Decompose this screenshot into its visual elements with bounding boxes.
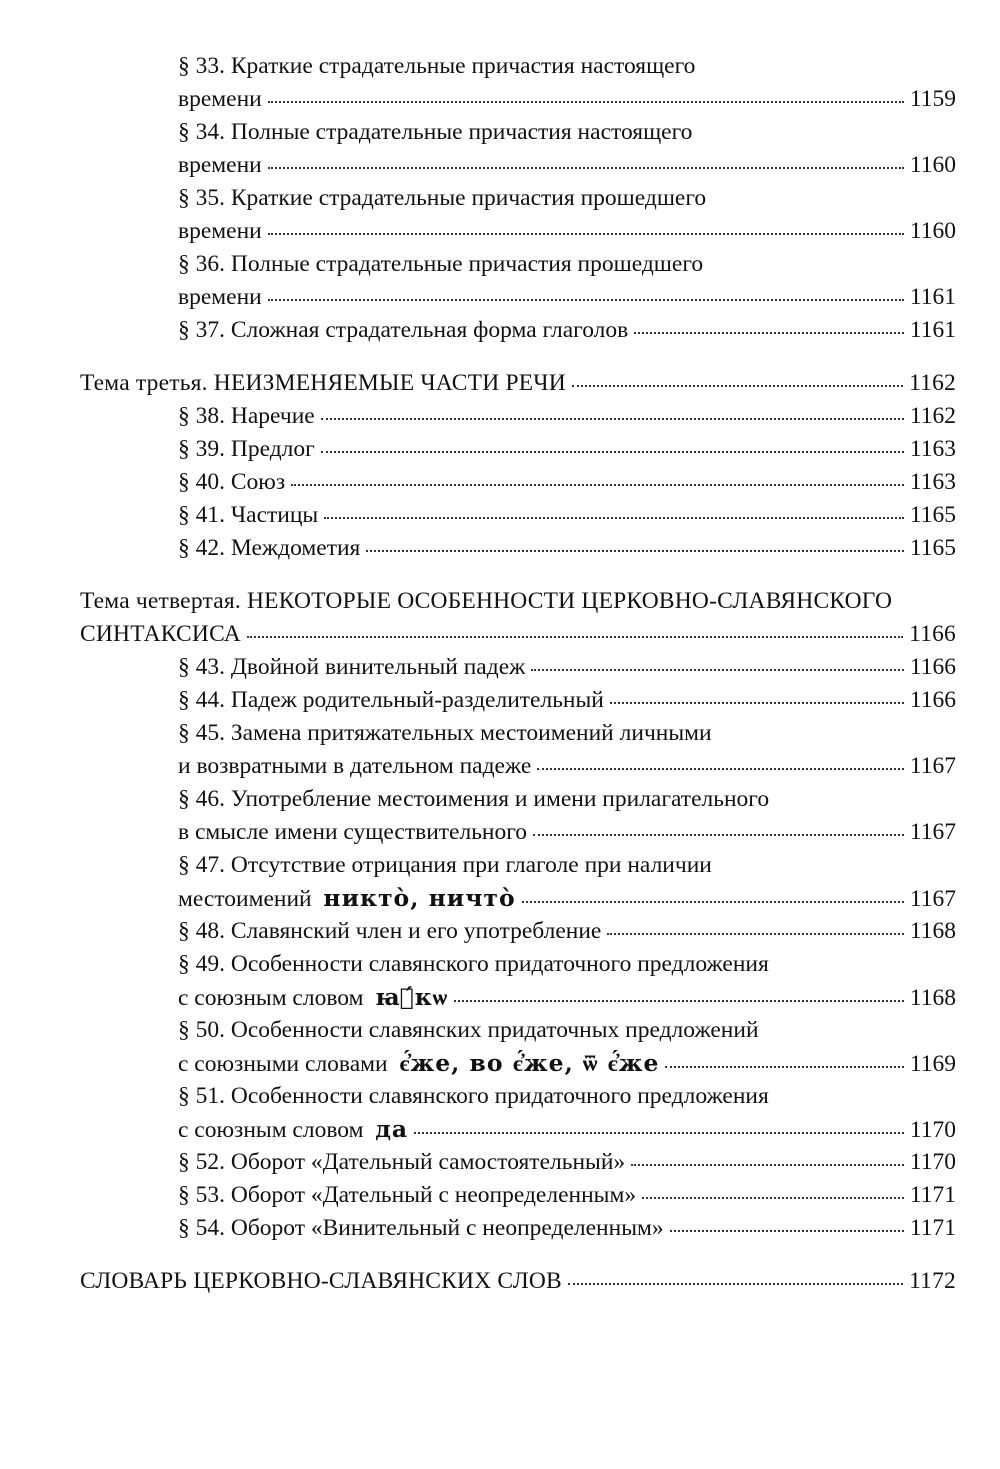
page-number: 1162 bbox=[909, 370, 956, 396]
dot-leader bbox=[572, 383, 903, 387]
dot-leader bbox=[665, 1064, 903, 1068]
toc-entry-52[interactable] bbox=[80, 1146, 956, 1179]
toc-entry-text: с союзным словом bbox=[178, 985, 364, 1011]
page-number: 1160 bbox=[909, 218, 956, 244]
toc-entry-title: § 44. Падеж родительный-разделительный bbox=[178, 687, 604, 713]
toc-entry-title: § 37. Сложная страдательная форма глаголов bbox=[178, 317, 629, 343]
dot-leader bbox=[531, 667, 904, 671]
toc-entry-47-line2[interactable] bbox=[80, 882, 956, 915]
toc-entry-title-cont bbox=[178, 882, 516, 916]
toc-entry-title-cont: и возвратными в дательном падеже bbox=[178, 753, 532, 779]
toc-entry-41[interactable] bbox=[80, 499, 956, 532]
toc-entry-title: § 34. Полные страдательные причастия настоящего bbox=[178, 119, 693, 145]
page-number: 1167 bbox=[909, 886, 956, 912]
toc-theme-4-line2[interactable] bbox=[80, 618, 956, 651]
church-slavonic-word: ꙗ҆́кѡ bbox=[375, 983, 449, 1011]
section-gap bbox=[80, 565, 956, 585]
toc-entry-title-cont: времени bbox=[178, 284, 262, 310]
toc-entry-54[interactable] bbox=[80, 1212, 956, 1245]
toc-entry-40[interactable] bbox=[80, 466, 956, 499]
toc-entry-title-cont: времени bbox=[178, 218, 262, 244]
toc-entry-33-line1 bbox=[80, 50, 956, 83]
page-number: 1162 bbox=[909, 403, 956, 429]
page-number: 1172 bbox=[909, 1268, 956, 1294]
dot-leader bbox=[607, 931, 904, 935]
toc-entry-title: § 47. Отсутствие отрицания при глаголе при наличии bbox=[178, 852, 712, 878]
page-number: 1166 bbox=[909, 654, 956, 680]
page-number: 1159 bbox=[909, 86, 956, 112]
toc-entry-33-line2[interactable] bbox=[80, 83, 956, 116]
toc-entry-45-line2[interactable] bbox=[80, 750, 956, 783]
church-slavonic-word: є҆́же, во є҆́же, ѿ є҆́же bbox=[399, 1049, 660, 1077]
toc-entry-45-line1 bbox=[80, 717, 956, 750]
toc-entry-title: § 50. Особенности славянских придаточных предложений bbox=[178, 1017, 759, 1043]
dot-leader bbox=[247, 634, 903, 638]
dot-leader bbox=[537, 766, 904, 770]
page-number: 1170 bbox=[909, 1149, 956, 1175]
toc-entry-title-cont bbox=[178, 1113, 408, 1147]
toc-entry-46-line2[interactable] bbox=[80, 816, 956, 849]
dot-leader bbox=[568, 1281, 903, 1285]
dot-leader bbox=[610, 700, 904, 704]
toc-entry-44[interactable] bbox=[80, 684, 956, 717]
toc-entry-39[interactable] bbox=[80, 433, 956, 466]
toc-entry-42[interactable] bbox=[80, 532, 956, 565]
toc-entry-title: § 49. Особенности славянского придаточного предложения bbox=[178, 951, 769, 977]
page-number: 1161 bbox=[909, 284, 956, 310]
dot-leader bbox=[268, 165, 904, 169]
toc-entry-51-line1 bbox=[80, 1080, 956, 1113]
dot-leader bbox=[454, 998, 904, 1002]
toc-entry-title-cont bbox=[178, 981, 448, 1015]
toc-entry-36-line1 bbox=[80, 248, 956, 281]
page-number: 1169 bbox=[909, 1051, 956, 1077]
section-gap bbox=[80, 1245, 956, 1265]
toc-entry-49-line1 bbox=[80, 948, 956, 981]
dot-leader bbox=[321, 449, 904, 453]
dot-leader bbox=[324, 515, 904, 519]
toc-entry-title: § 48. Славянский член и его употребление bbox=[178, 918, 602, 944]
toc-entry-47-line1 bbox=[80, 849, 956, 882]
dot-leader bbox=[268, 297, 904, 301]
toc-entry-35-line2[interactable] bbox=[80, 215, 956, 248]
dot-leader bbox=[321, 416, 904, 420]
toc-entry-title: § 35. Краткие страдательные причастия прошедшего bbox=[178, 185, 707, 211]
toc-entry-51-line2[interactable] bbox=[80, 1113, 956, 1146]
toc-theme-title: Тема четвертая. НЕКОТОРЫЕ ОСОБЕННОСТИ ЦЕРКОВНО-СЛАВЯНСКОГО bbox=[80, 588, 893, 614]
toc-entry-title: § 41. Частицы bbox=[178, 502, 319, 528]
toc-entry-title: § 39. Предлог bbox=[178, 436, 315, 462]
page-number: 1163 bbox=[909, 436, 956, 462]
toc-entry-title: § 54. Оборот «Винительный с неопределенным» bbox=[178, 1215, 664, 1241]
toc-entry-38[interactable] bbox=[80, 400, 956, 433]
dot-leader bbox=[268, 99, 904, 103]
toc-entry-34-line2[interactable] bbox=[80, 149, 956, 182]
dot-leader bbox=[670, 1228, 904, 1232]
dot-leader bbox=[522, 899, 904, 903]
toc-entry-title: § 40. Союз bbox=[178, 469, 286, 495]
toc-entry-49-line2[interactable] bbox=[80, 981, 956, 1014]
toc-entry-title: § 43. Двойной винительный падеж bbox=[178, 654, 526, 680]
page-number: 1161 bbox=[909, 317, 956, 343]
page-number: 1168 bbox=[909, 985, 956, 1011]
toc-entry-36-line2[interactable] bbox=[80, 281, 956, 314]
toc-entry-text: с союзным словом bbox=[178, 1117, 364, 1143]
page-number: 1167 bbox=[909, 753, 956, 779]
toc-entry-53[interactable] bbox=[80, 1179, 956, 1212]
toc-theme-4-line1 bbox=[80, 585, 956, 618]
dot-leader bbox=[642, 1195, 904, 1199]
toc-entry-title-cont: времени bbox=[178, 152, 262, 178]
page-number: 1167 bbox=[909, 819, 956, 845]
toc-entry-46-line1 bbox=[80, 783, 956, 816]
page-number: 1171 bbox=[909, 1182, 956, 1208]
page-number: 1170 bbox=[909, 1117, 956, 1143]
toc-entry-title: § 52. Оборот «Дательный самостоятельный» bbox=[178, 1149, 626, 1175]
page-number: 1165 bbox=[909, 535, 956, 561]
dot-leader bbox=[414, 1130, 904, 1134]
dot-leader bbox=[533, 832, 904, 836]
toc-entry-37[interactable] bbox=[80, 314, 956, 347]
dot-leader bbox=[291, 482, 904, 486]
toc-entry-text: с союзными словами bbox=[178, 1051, 388, 1077]
toc-entry-48[interactable] bbox=[80, 915, 956, 948]
toc-entry-text: местоимений bbox=[178, 886, 312, 912]
toc-dictionary[interactable] bbox=[80, 1265, 956, 1298]
dot-leader bbox=[268, 231, 904, 235]
toc-entry-title: § 46. Употребление местоимения и имени прилагательного bbox=[178, 786, 770, 812]
page-number: 1163 bbox=[909, 469, 956, 495]
page-number: 1166 bbox=[909, 687, 956, 713]
toc-entry-title-cont: времени bbox=[178, 86, 262, 112]
toc-entry-50-line1 bbox=[80, 1014, 956, 1047]
toc-entry-title: § 51. Особенности славянского придаточного предложения bbox=[178, 1083, 769, 1109]
toc-entry-title: § 33. Краткие страдательные причастия настоящего bbox=[178, 53, 696, 79]
page-number: 1166 bbox=[909, 621, 956, 647]
toc-entry-title-cont bbox=[178, 1047, 659, 1081]
page-number: 1165 bbox=[909, 502, 956, 528]
toc-entry-title: § 36. Полные страдательные причастия прошедшего bbox=[178, 251, 704, 277]
toc-entry-title-cont: в смысле имени существительного bbox=[178, 819, 528, 845]
dot-leader bbox=[631, 1162, 904, 1166]
toc-entry-title: § 38. Наречие bbox=[178, 403, 315, 429]
dot-leader bbox=[366, 548, 904, 552]
toc-theme-title: Тема третья. НЕИЗМЕНЯЕМЫЕ ЧАСТИ РЕЧИ bbox=[80, 370, 566, 396]
toc-theme-title-cont: СИНТАКСИСА bbox=[80, 621, 241, 647]
page-number: 1168 bbox=[909, 918, 956, 944]
dot-leader bbox=[634, 330, 904, 334]
toc-entry-title: § 45. Замена притяжательных местоимений личными bbox=[178, 720, 712, 746]
toc-entry-title: § 42. Междометия bbox=[178, 535, 361, 561]
church-slavonic-word: никто̀, ничто̀ bbox=[323, 884, 516, 912]
page-number: 1171 bbox=[909, 1215, 956, 1241]
toc-entry-34-line1 bbox=[80, 116, 956, 149]
page-number: 1160 bbox=[909, 152, 956, 178]
church-slavonic-word: да bbox=[375, 1115, 409, 1143]
toc-section-title: СЛОВАРЬ ЦЕРКОВНО-СЛАВЯНСКИХ СЛОВ bbox=[80, 1268, 562, 1294]
toc-entry-43[interactable] bbox=[80, 651, 956, 684]
toc-entry-35-line1 bbox=[80, 182, 956, 215]
toc-entry-50-line2[interactable] bbox=[80, 1047, 956, 1080]
toc-theme-3[interactable] bbox=[80, 367, 956, 400]
table-of-contents bbox=[80, 50, 956, 1298]
toc-entry-title: § 53. Оборот «Дательный с неопределенным» bbox=[178, 1182, 637, 1208]
section-gap bbox=[80, 347, 956, 367]
